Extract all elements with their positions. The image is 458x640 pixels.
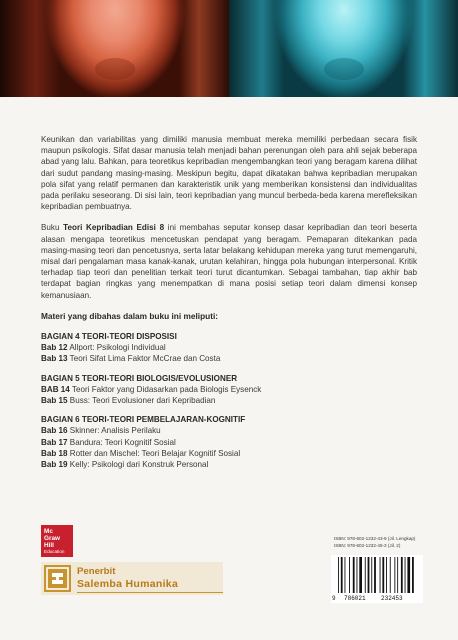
- section-title: BAGIAN 6 TEORI-TEORI PEMBELAJARAN-KOGNITIF: [41, 415, 246, 425]
- cover-photo-banner: [0, 0, 458, 97]
- section-title: BAGIAN 5 TEORI-TEORI BIOLOGIS/EVOLUSIONER: [41, 373, 238, 383]
- list-item: Bab 12 Allport: Psikologi Individual: [41, 343, 166, 353]
- list-item: Bab 18 Rotter dan Mischel: Teori Belajar Kognitif Sosial: [41, 448, 241, 458]
- isbn-text: ISBN: 978-602-1232-43-9 (Jil. Lengkap) ISBN: 978-602-1232-45-3 (Jil. 2): [334, 536, 416, 548]
- face-photo-cyan: [229, 0, 458, 97]
- salemba-humanika-logo: Penerbit Salemba Humanika: [41, 562, 223, 595]
- paragraph-2: Buku Teori Kepribadian Edisi 8 ini membahas seputar konsep dasar kepribadian dan teori beserta alasan mengapa teoretikus mencetuskan pendapat yang beragam. Pemaparan ditekankan pada masing-masing teori dan pencetusnya, serta latar belakang kehidupan mereka yang turut memengaruhi, misal dari pengalaman masa kanak-kanak, urutan kelahiran, hingga pola hubungan interpersonal. Kritik terhadap tiap teori dan penelitian terkait teori turut dicantumkan. Sebagai tambahan, tiap akhir bab terdapat bagian ringkas yang menempatkan di mana posisi setiap teori dalam dimensi konsep kemanusiaan.: [41, 223, 417, 300]
- paragraph-1: Keunikan dan variabilitas yang dimiliki manusia membuat mereka memiliki perbedaan secara fisik maupun psikologis. Sifat dasar manusia telah menjadi bahan perenungan oleh para ahli sejak beberapa abad yang lalu. Bahkan, para teoretikus kepribadian mengembangkan teori yang beragam karena dilihat dari sudut pandang masing-masing. Meskipun begitu, dapat dikatakan bahwa kepribadian merupakan pola sifat yang relatif permanen dan karakteristik unik yang memberikan konsistensi dan individualitas pada perilaku seseorang. Di sisi lain, teori kepribadian yang muncul berbeda-beda karena merefleksikan kepribadian pembuatnya.: [41, 135, 417, 212]
- barcode-bars: [338, 557, 418, 595]
- isbn-barcode: 9 786021 232453: [331, 555, 423, 603]
- list-item: BAB 14 Teori Faktor yang Didasarkan pada Biologis Eysenck: [41, 384, 262, 394]
- section-5: [41, 373, 417, 407]
- book-title: Teori Kepribadian Edisi 8: [63, 223, 165, 233]
- list-item: Bab 13 Teori Sifat Lima Faktor McCrae dan Costa: [41, 354, 221, 364]
- section-4: [41, 331, 417, 365]
- list-item: Bab 17 Bandura: Teori Kognitif Sosial: [41, 437, 176, 447]
- materials-intro: Materi yang dibahas dalam buku ini meliputi:: [41, 310, 219, 321]
- list-item: Bab 15 Buss: Teori Evolusioner dari Kepribadian: [41, 396, 216, 406]
- salemba-emblem-icon: [44, 565, 71, 592]
- section-title: BAGIAN 4 TEORI-TEORI DISPOSISI: [41, 332, 177, 342]
- section-6: [41, 414, 417, 470]
- blurb: [41, 134, 417, 478]
- list-item: Bab 19 Kelly: Psikologi dari Konstruk Personal: [41, 460, 209, 470]
- face-photo-orange: [0, 0, 229, 97]
- list-item: Bab 16 Skinner: Analisis Perilaku: [41, 426, 161, 436]
- mcgraw-hill-logo: Mc Graw Hill Education: [41, 525, 73, 557]
